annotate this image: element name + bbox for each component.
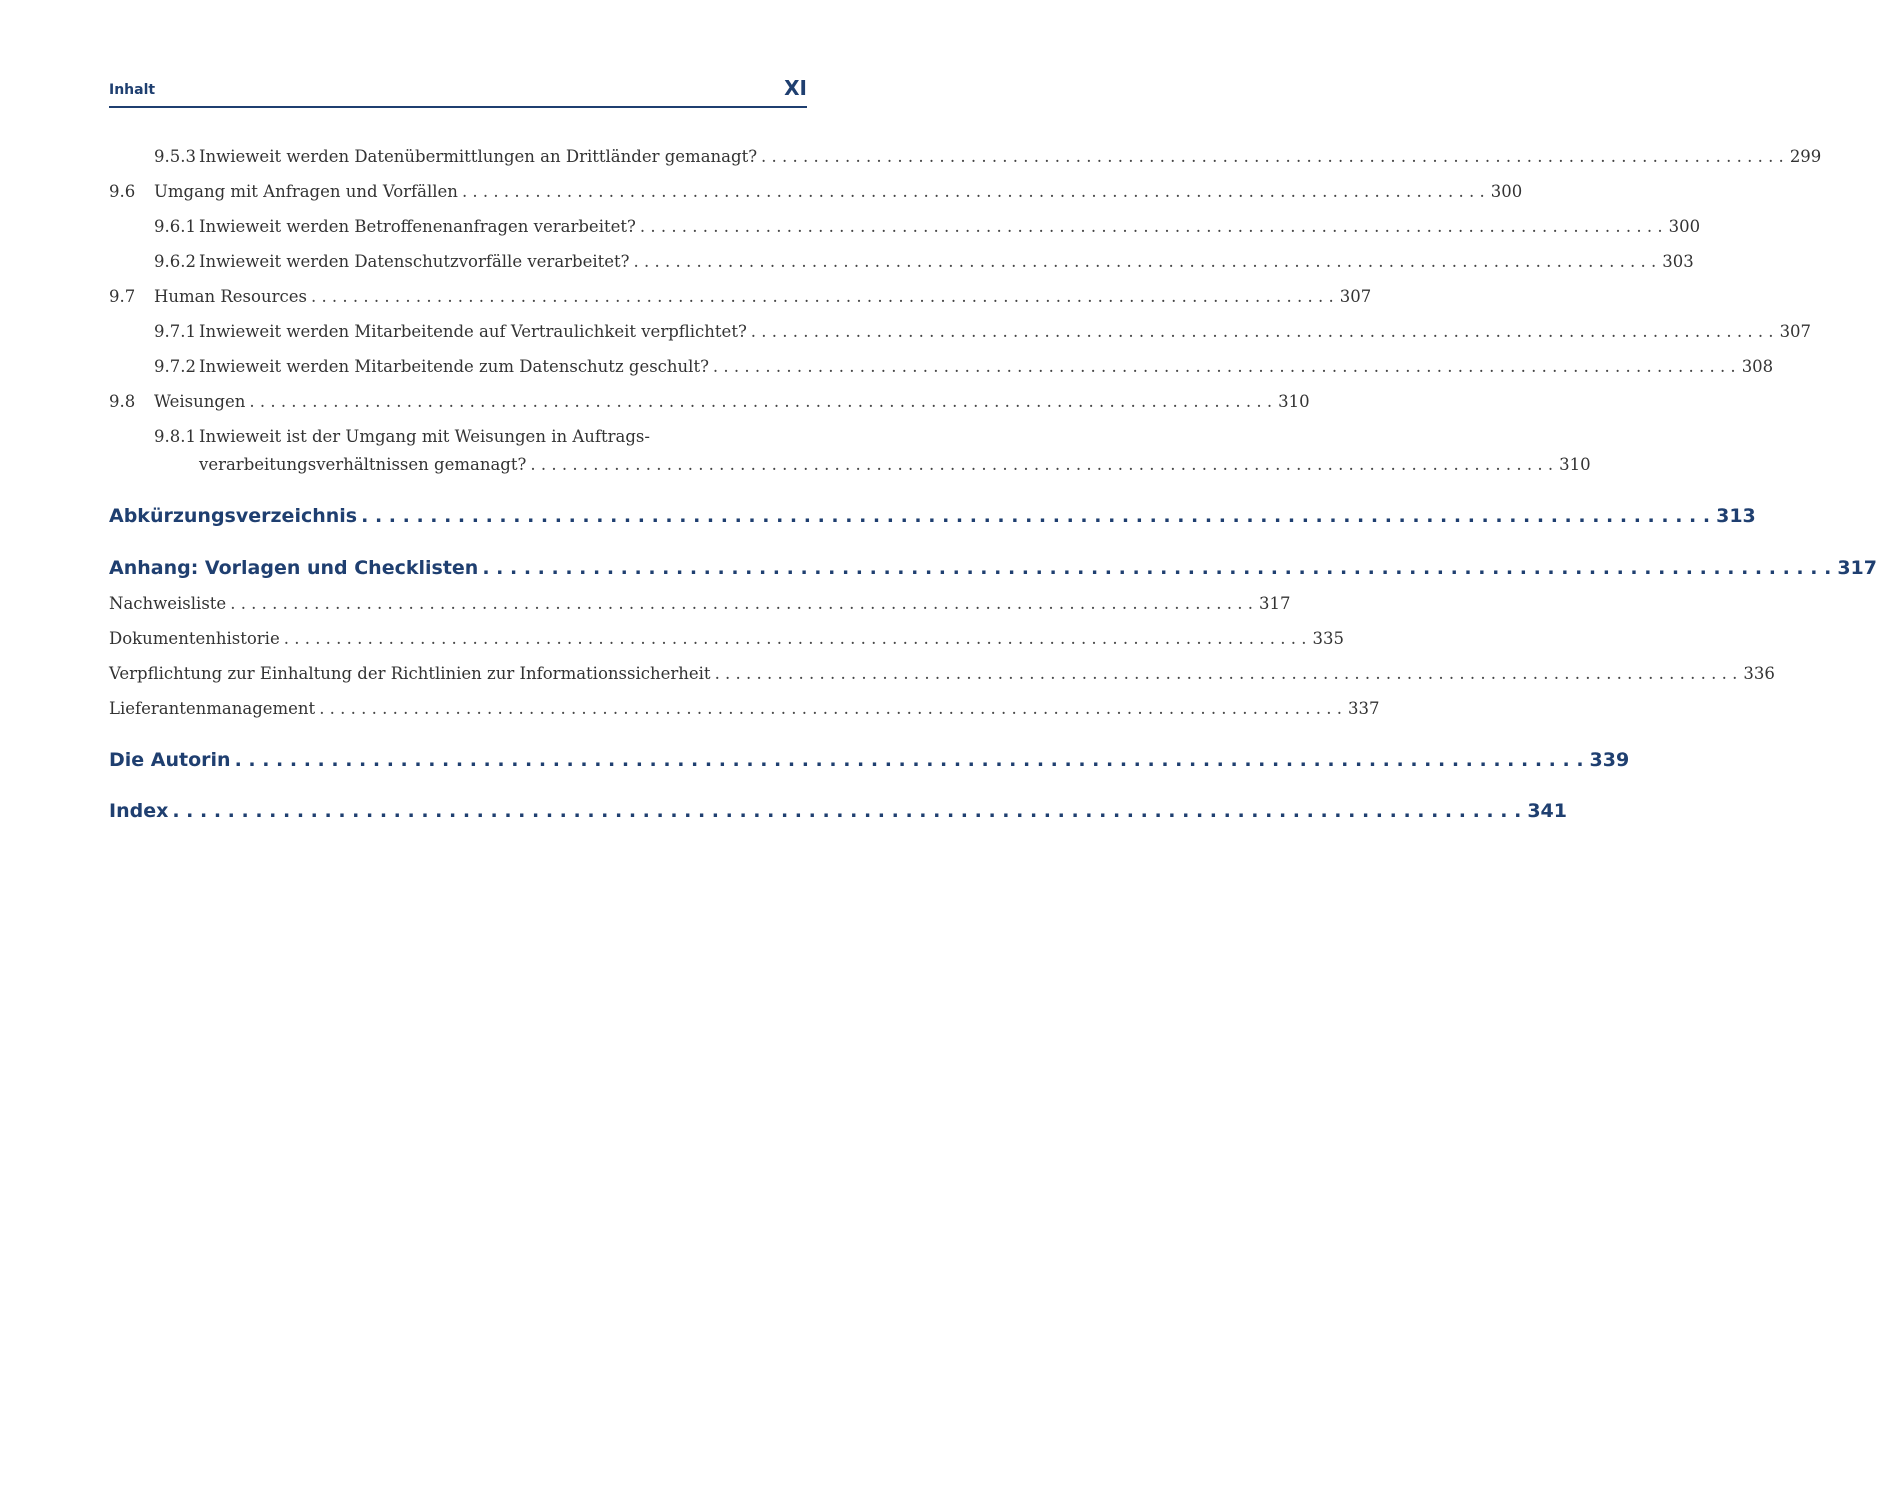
toc-entry-number: 9.6.1 <box>154 217 196 236</box>
running-header <box>109 76 807 108</box>
toc-entry-number: 9.6 <box>109 182 136 201</box>
toc-chapter-title: Anhang: Vorlagen und Checklisten <box>109 557 479 579</box>
toc-entry-number: 9.7 <box>109 287 136 306</box>
toc-leader-dots <box>462 182 1485 202</box>
toc-entry-number: 9.7.1 <box>154 322 196 341</box>
toc-entry-title: Human Resources <box>154 287 307 306</box>
header-section-title: Inhalt <box>109 82 156 98</box>
toc-chapter-title: Abkürzungsverzeichnis <box>109 505 358 527</box>
toc-chapter-page: 341 <box>1527 800 1567 822</box>
toc-leader-dots <box>640 217 1663 237</box>
toc-leader-dots <box>751 322 1774 342</box>
toc-chapter-page: 339 <box>1589 749 1630 771</box>
toc-entry-9-8[interactable] <box>109 392 1310 412</box>
toc-chapter-abkuerzungsverzeichnis[interactable] <box>109 504 1756 528</box>
toc-chapter-index[interactable] <box>109 799 1567 823</box>
toc-entry-page: 336 <box>1743 664 1775 683</box>
toc-entry-title: Inwieweit werden Mitarbeitende auf Vertraulichkeit verpflichtet? <box>199 322 747 341</box>
toc-leader-dots <box>172 799 1521 823</box>
toc-entry-9-6-2[interactable] <box>109 252 1694 272</box>
toc-chapter-page: 313 <box>1716 505 1756 527</box>
toc-leader-dots <box>284 629 1307 649</box>
toc-entry-page: 300 <box>1668 217 1701 236</box>
toc-entry-title: Inwieweit werden Betroffenenanfragen verarbeitet? <box>199 217 636 236</box>
toc-entry-title: Weisungen <box>154 392 246 411</box>
header-page-number: XI <box>784 76 807 100</box>
toc-entry-number: 9.8 <box>109 392 136 411</box>
toc-entry-title: Inwieweit werden Datenübermittlungen an Drittländer gemanagt? <box>199 147 758 166</box>
toc-entry-9-5-3[interactable] <box>109 147 1822 167</box>
toc-entry-page: 300 <box>1490 182 1523 201</box>
toc-entry-page: 299 <box>1789 147 1822 166</box>
toc-entry-page: 303 <box>1662 252 1694 271</box>
toc-entry-nachweisliste[interactable] <box>109 594 1291 614</box>
toc-entry-9-7[interactable] <box>109 287 1372 307</box>
toc-entry-9-6-1[interactable] <box>109 217 1701 237</box>
toc-entry-page: 310 <box>1278 392 1310 411</box>
toc-entry-number: 9.7.2 <box>154 357 196 376</box>
toc-entry-number: 9.5.3 <box>154 147 196 166</box>
toc-leader-dots <box>235 748 1584 772</box>
toc-leader-dots <box>634 252 1657 272</box>
toc-entry-number: 9.6.2 <box>154 252 196 271</box>
toc-chapter-die-autorin[interactable] <box>109 748 1630 772</box>
toc-entry-page: 308 <box>1741 357 1774 376</box>
toc-leader-dots <box>482 556 1831 580</box>
toc-entry-page: 337 <box>1347 699 1380 718</box>
toc-entry-9-8-1-line2[interactable] <box>109 455 1591 475</box>
toc-entry-title-line2: verarbeitungsverhältnissen gemanagt? <box>199 455 527 474</box>
toc-chapter-anhang[interactable] <box>109 556 1877 580</box>
toc-leader-dots <box>230 594 1253 614</box>
toc-entry-9-7-2[interactable] <box>109 357 1774 377</box>
toc-entry-page: 310 <box>1559 455 1591 474</box>
toc-entry-page: 307 <box>1779 322 1812 341</box>
toc-leader-dots <box>713 357 1736 377</box>
toc-leader-dots <box>530 455 1553 475</box>
toc-leader-dots <box>361 504 1710 528</box>
toc-entry-lieferantenmanagement[interactable] <box>109 699 1380 719</box>
toc-entry-title: Dokumentenhistorie <box>109 629 280 648</box>
toc-leader-dots <box>761 147 1784 167</box>
toc-entry-dokumentenhistorie[interactable] <box>109 629 1344 649</box>
toc-entry-9-7-1[interactable] <box>109 322 1812 342</box>
toc-chapter-title: Die Autorin <box>109 749 231 771</box>
toc-entry-title: Lieferantenmanagement <box>109 699 316 718</box>
toc-entry-page: 317 <box>1258 594 1291 613</box>
toc-entry-verpflichtung[interactable] <box>109 664 1775 684</box>
toc-entry-title: Umgang mit Anfragen und Vorfällen <box>154 182 458 201</box>
toc-entry-title-line1: Inwieweit ist der Umgang mit Weisungen in Auftrags- <box>199 427 650 446</box>
toc-entry-title: Inwieweit werden Datenschutzvorfälle verarbeitet? <box>199 252 630 271</box>
toc-leader-dots <box>311 287 1334 307</box>
toc-leader-dots <box>319 699 1342 719</box>
toc-leader-dots <box>715 664 1738 684</box>
toc-entry-title: Inwieweit werden Mitarbeitende zum Datenschutz geschult? <box>199 357 709 376</box>
toc-entry-page: 335 <box>1312 629 1344 648</box>
toc-chapter-page: 317 <box>1837 557 1877 579</box>
toc-chapter-title: Index <box>109 800 169 822</box>
toc-entry-number: 9.8.1 <box>154 427 196 446</box>
toc-entry-9-8-1-line1[interactable] <box>154 427 732 447</box>
toc-entry-9-6[interactable] <box>109 182 1523 202</box>
toc-entry-title: Nachweisliste <box>109 594 227 613</box>
toc-leader-dots <box>249 392 1272 412</box>
toc-entry-page: 307 <box>1339 287 1372 306</box>
toc-entry-title: Verpflichtung zur Einhaltung der Richtlinien zur Informationssicherheit <box>109 664 711 683</box>
